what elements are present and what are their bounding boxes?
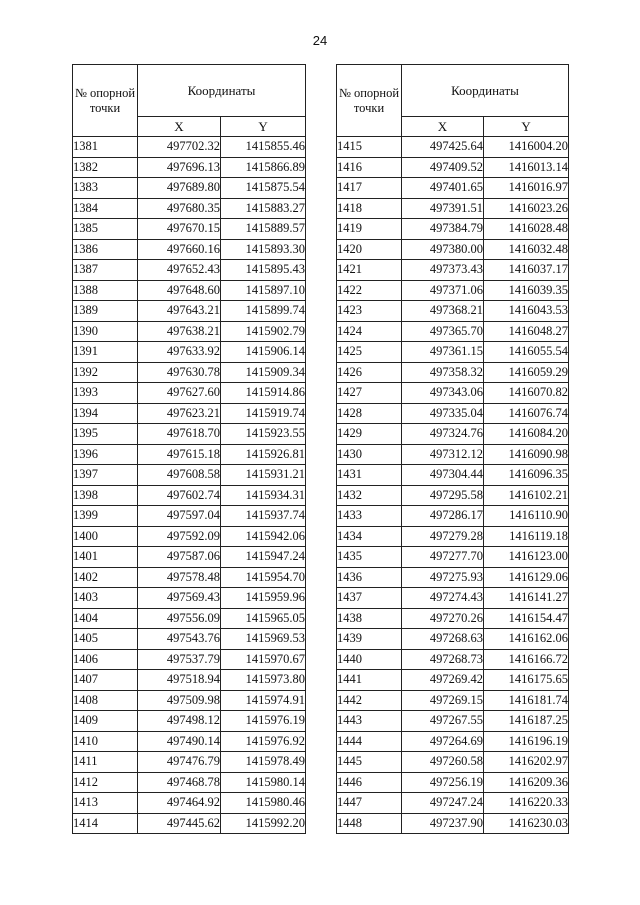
- point-number-cell: 1390: [73, 321, 138, 342]
- point-number-cell: 1436: [337, 567, 402, 588]
- x-coordinate-cell: 497537.79: [138, 649, 221, 670]
- table-row: [337, 424, 569, 445]
- y-coordinate-cell: 1415974.91: [221, 690, 306, 711]
- table-row: [73, 239, 306, 260]
- y-coordinate-cell: 1415899.74: [221, 301, 306, 322]
- coordinates-header: Координаты: [138, 65, 306, 117]
- x-coordinate-cell: 497648.60: [138, 280, 221, 301]
- x-coordinate-cell: 497652.43: [138, 260, 221, 281]
- x-coordinate-cell: 497286.17: [402, 506, 484, 527]
- point-number-cell: 1417: [337, 178, 402, 199]
- x-coordinate-cell: 497608.58: [138, 465, 221, 486]
- x-coordinate-cell: 497592.09: [138, 526, 221, 547]
- coordinates-table-right: [336, 64, 569, 834]
- table-row: [337, 383, 569, 404]
- y-coordinate-cell: 1415931.21: [221, 465, 306, 486]
- x-coordinate-cell: 497627.60: [138, 383, 221, 404]
- point-number-cell: 1412: [73, 772, 138, 793]
- x-coordinate-cell: 497267.55: [402, 711, 484, 732]
- point-number-cell: 1426: [337, 362, 402, 383]
- table-row: [73, 670, 306, 691]
- point-number-cell: 1446: [337, 772, 402, 793]
- table-row: [73, 321, 306, 342]
- y-coordinate-cell: 1416028.48: [484, 219, 569, 240]
- y-coordinate-cell: 1415923.55: [221, 424, 306, 445]
- x-coordinate-cell: 497615.18: [138, 444, 221, 465]
- y-coordinate-cell: 1415897.10: [221, 280, 306, 301]
- y-coordinate-cell: 1416166.72: [484, 649, 569, 670]
- point-number-cell: 1428: [337, 403, 402, 424]
- table-row: [73, 280, 306, 301]
- table-row: [73, 506, 306, 527]
- y-coordinate-cell: 1416162.06: [484, 629, 569, 650]
- y-header: Y: [221, 117, 306, 137]
- x-coordinate-cell: 497409.52: [402, 157, 484, 178]
- y-coordinate-cell: 1415893.30: [221, 239, 306, 260]
- table-row: [337, 690, 569, 711]
- x-coordinate-cell: 497518.94: [138, 670, 221, 691]
- point-number-cell: 1435: [337, 547, 402, 568]
- point-number-cell: 1400: [73, 526, 138, 547]
- table-row: [337, 219, 569, 240]
- table-row: [337, 670, 569, 691]
- table-row: [337, 362, 569, 383]
- table-row: [337, 526, 569, 547]
- table-row: [337, 239, 569, 260]
- x-coordinate-cell: 497702.32: [138, 137, 221, 158]
- y-coordinate-cell: 1416070.82: [484, 383, 569, 404]
- table-row: [337, 260, 569, 281]
- point-number-cell: 1448: [337, 813, 402, 834]
- x-coordinate-cell: 497295.58: [402, 485, 484, 506]
- table-row: [73, 260, 306, 281]
- point-number-cell: 1430: [337, 444, 402, 465]
- y-coordinate-cell: 1415978.49: [221, 752, 306, 773]
- point-number-cell: 1439: [337, 629, 402, 650]
- y-coordinate-cell: 1415902.79: [221, 321, 306, 342]
- y-coordinate-cell: 1416141.27: [484, 588, 569, 609]
- x-coordinate-cell: 497365.70: [402, 321, 484, 342]
- point-number-header-label: № опорной точки: [74, 85, 136, 115]
- point-number-cell: 1409: [73, 711, 138, 732]
- coordinates-table-left: [72, 64, 306, 834]
- y-coordinate-cell: 1416181.74: [484, 690, 569, 711]
- x-coordinate-cell: 497602.74: [138, 485, 221, 506]
- x-coordinate-cell: 497401.65: [402, 178, 484, 199]
- table-row: [73, 157, 306, 178]
- x-coordinate-cell: 497279.28: [402, 526, 484, 547]
- y-coordinate-cell: 1415954.70: [221, 567, 306, 588]
- y-coordinate-cell: 1416076.74: [484, 403, 569, 424]
- point-number-cell: 1401: [73, 547, 138, 568]
- point-number-cell: 1429: [337, 424, 402, 445]
- table-row: [73, 444, 306, 465]
- x-coordinate-cell: 497274.43: [402, 588, 484, 609]
- table-row: [73, 403, 306, 424]
- table-row: [73, 178, 306, 199]
- y-coordinate-cell: 1416220.33: [484, 793, 569, 814]
- y-coordinate-cell: 1415976.19: [221, 711, 306, 732]
- y-coordinate-cell: 1415875.54: [221, 178, 306, 199]
- table-row: [337, 280, 569, 301]
- y-coordinate-cell: 1415919.74: [221, 403, 306, 424]
- table-row: [337, 588, 569, 609]
- table-row: [73, 526, 306, 547]
- point-number-cell: 1416: [337, 157, 402, 178]
- x-coordinate-cell: 497270.26: [402, 608, 484, 629]
- y-coordinate-cell: 1415969.53: [221, 629, 306, 650]
- point-number-cell: 1404: [73, 608, 138, 629]
- point-number-cell: 1410: [73, 731, 138, 752]
- y-coordinate-cell: 1416048.27: [484, 321, 569, 342]
- y-coordinate-cell: 1416129.06: [484, 567, 569, 588]
- table-row: [73, 813, 306, 834]
- point-number-cell: 1431: [337, 465, 402, 486]
- table-row: [73, 485, 306, 506]
- point-number-cell: 1433: [337, 506, 402, 527]
- x-coordinate-cell: 497371.06: [402, 280, 484, 301]
- table-row: [337, 608, 569, 629]
- x-coordinate-cell: 497425.64: [402, 137, 484, 158]
- x-coordinate-cell: 497361.15: [402, 342, 484, 363]
- table-row: [73, 690, 306, 711]
- point-number-cell: 1387: [73, 260, 138, 281]
- x-coordinate-cell: 497380.00: [402, 239, 484, 260]
- x-coordinate-cell: 497597.04: [138, 506, 221, 527]
- x-coordinate-cell: 497660.16: [138, 239, 221, 260]
- point-number-cell: 1444: [337, 731, 402, 752]
- table-row: [337, 342, 569, 363]
- table-row: [73, 567, 306, 588]
- table-row: [337, 567, 569, 588]
- x-coordinate-cell: 497633.92: [138, 342, 221, 363]
- point-number-cell: 1405: [73, 629, 138, 650]
- x-coordinate-cell: 497368.21: [402, 301, 484, 322]
- x-coordinate-cell: 497445.62: [138, 813, 221, 834]
- table-row: [337, 485, 569, 506]
- table-row: [73, 465, 306, 486]
- point-number-cell: 1398: [73, 485, 138, 506]
- point-number-cell: 1432: [337, 485, 402, 506]
- table-row: [73, 362, 306, 383]
- table-row: [73, 547, 306, 568]
- table-row: [73, 711, 306, 732]
- y-coordinate-cell: 1415889.57: [221, 219, 306, 240]
- x-header: X: [138, 117, 221, 137]
- table-row: [337, 465, 569, 486]
- y-coordinate-cell: 1416119.18: [484, 526, 569, 547]
- point-number-cell: 1399: [73, 506, 138, 527]
- table-row: [73, 301, 306, 322]
- point-number-cell: 1392: [73, 362, 138, 383]
- y-coordinate-cell: 1416154.47: [484, 608, 569, 629]
- x-coordinate-cell: 497543.76: [138, 629, 221, 650]
- y-coordinate-cell: 1415937.74: [221, 506, 306, 527]
- x-coordinate-cell: 497587.06: [138, 547, 221, 568]
- table-row: [73, 649, 306, 670]
- x-coordinate-cell: 497556.09: [138, 608, 221, 629]
- table-row: [337, 137, 569, 158]
- x-coordinate-cell: 497630.78: [138, 362, 221, 383]
- y-coordinate-cell: 1416230.03: [484, 813, 569, 834]
- x-coordinate-cell: 497391.51: [402, 198, 484, 219]
- y-coordinate-cell: 1415970.67: [221, 649, 306, 670]
- x-coordinate-cell: 497343.06: [402, 383, 484, 404]
- y-coordinate-cell: 1415965.05: [221, 608, 306, 629]
- table-row: [337, 198, 569, 219]
- y-coordinate-cell: 1416123.00: [484, 547, 569, 568]
- y-coordinate-cell: 1416037.17: [484, 260, 569, 281]
- table-row: [73, 629, 306, 650]
- point-number-cell: 1442: [337, 690, 402, 711]
- point-number-cell: 1408: [73, 690, 138, 711]
- point-number-cell: 1382: [73, 157, 138, 178]
- y-coordinate-cell: 1415883.27: [221, 198, 306, 219]
- y-coordinate-cell: 1416102.21: [484, 485, 569, 506]
- x-coordinate-cell: 497373.43: [402, 260, 484, 281]
- point-number-cell: 1434: [337, 526, 402, 547]
- y-coordinate-cell: 1416004.20: [484, 137, 569, 158]
- point-number-cell: 1413: [73, 793, 138, 814]
- point-number-cell: 1386: [73, 239, 138, 260]
- table-row: [337, 772, 569, 793]
- y-coordinate-cell: 1416016.97: [484, 178, 569, 199]
- y-coordinate-cell: 1416110.90: [484, 506, 569, 527]
- table-row: [337, 301, 569, 322]
- x-coordinate-cell: 497476.79: [138, 752, 221, 773]
- table-row: [73, 383, 306, 404]
- point-number-cell: 1385: [73, 219, 138, 240]
- x-coordinate-cell: 497578.48: [138, 567, 221, 588]
- table-row: [337, 649, 569, 670]
- y-coordinate-cell: 1416039.35: [484, 280, 569, 301]
- table-row: [337, 547, 569, 568]
- table-body-right: [337, 137, 569, 834]
- y-coordinate-cell: 1416043.53: [484, 301, 569, 322]
- table-row: [337, 506, 569, 527]
- x-coordinate-cell: 497498.12: [138, 711, 221, 732]
- x-coordinate-cell: 497260.58: [402, 752, 484, 773]
- x-coordinate-cell: 497324.76: [402, 424, 484, 445]
- point-number-cell: 1425: [337, 342, 402, 363]
- x-coordinate-cell: 497490.14: [138, 731, 221, 752]
- point-number-header-label: № опорной точки: [338, 85, 400, 115]
- x-coordinate-cell: 497264.69: [402, 731, 484, 752]
- y-coordinate-cell: 1416084.20: [484, 424, 569, 445]
- point-number-cell: 1415: [337, 137, 402, 158]
- table-row: [73, 608, 306, 629]
- y-coordinate-cell: 1415980.46: [221, 793, 306, 814]
- coordinates-header: Координаты: [402, 65, 569, 117]
- x-coordinate-cell: 497643.21: [138, 301, 221, 322]
- y-coordinate-cell: 1416175.65: [484, 670, 569, 691]
- x-coordinate-cell: 497269.42: [402, 670, 484, 691]
- x-coordinate-cell: 497468.78: [138, 772, 221, 793]
- point-number-cell: 1445: [337, 752, 402, 773]
- point-number-cell: 1395: [73, 424, 138, 445]
- y-coordinate-cell: 1416187.25: [484, 711, 569, 732]
- x-coordinate-cell: 497335.04: [402, 403, 484, 424]
- point-number-cell: 1414: [73, 813, 138, 834]
- point-number-cell: 1438: [337, 608, 402, 629]
- y-coordinate-cell: 1415973.80: [221, 670, 306, 691]
- y-coordinate-cell: 1416096.35: [484, 465, 569, 486]
- table-row: [337, 752, 569, 773]
- point-number-cell: 1396: [73, 444, 138, 465]
- point-number-cell: 1381: [73, 137, 138, 158]
- y-coordinate-cell: 1415895.43: [221, 260, 306, 281]
- y-coordinate-cell: 1415992.20: [221, 813, 306, 834]
- table-row: [73, 424, 306, 445]
- x-coordinate-cell: 497680.35: [138, 198, 221, 219]
- table-row: [73, 588, 306, 609]
- page-number: 24: [312, 33, 328, 48]
- y-coordinate-cell: 1416090.98: [484, 444, 569, 465]
- x-coordinate-cell: 497384.79: [402, 219, 484, 240]
- point-number-cell: 1389: [73, 301, 138, 322]
- y-coordinate-cell: 1415906.14: [221, 342, 306, 363]
- x-coordinate-cell: 497618.70: [138, 424, 221, 445]
- x-coordinate-cell: 497269.15: [402, 690, 484, 711]
- x-coordinate-cell: 497670.15: [138, 219, 221, 240]
- y-coordinate-cell: 1416059.29: [484, 362, 569, 383]
- y-coordinate-cell: 1415855.46: [221, 137, 306, 158]
- point-number-cell: 1424: [337, 321, 402, 342]
- y-coordinate-cell: 1416023.26: [484, 198, 569, 219]
- x-coordinate-cell: 497237.90: [402, 813, 484, 834]
- point-number-cell: 1384: [73, 198, 138, 219]
- point-number-header: [337, 65, 402, 137]
- y-coordinate-cell: 1415934.31: [221, 485, 306, 506]
- y-coordinate-cell: 1416209.36: [484, 772, 569, 793]
- table-row: [337, 178, 569, 199]
- y-coordinate-cell: 1415926.81: [221, 444, 306, 465]
- table-row: [73, 219, 306, 240]
- point-number-cell: 1420: [337, 239, 402, 260]
- y-coordinate-cell: 1416196.19: [484, 731, 569, 752]
- x-coordinate-cell: 497275.93: [402, 567, 484, 588]
- point-number-cell: 1418: [337, 198, 402, 219]
- point-number-cell: 1383: [73, 178, 138, 199]
- x-coordinate-cell: 497638.21: [138, 321, 221, 342]
- table-row: [73, 772, 306, 793]
- y-coordinate-cell: 1416013.14: [484, 157, 569, 178]
- point-number-cell: 1422: [337, 280, 402, 301]
- table-row: [337, 403, 569, 424]
- table-row: [337, 629, 569, 650]
- table-row: [337, 711, 569, 732]
- table-row: [337, 157, 569, 178]
- y-coordinate-cell: 1415980.14: [221, 772, 306, 793]
- x-coordinate-cell: 497623.21: [138, 403, 221, 424]
- x-coordinate-cell: 497277.70: [402, 547, 484, 568]
- y-coordinate-cell: 1416055.54: [484, 342, 569, 363]
- y-coordinate-cell: 1415942.06: [221, 526, 306, 547]
- point-number-cell: 1402: [73, 567, 138, 588]
- table-row: [337, 444, 569, 465]
- table-row: [337, 793, 569, 814]
- y-coordinate-cell: 1415866.89: [221, 157, 306, 178]
- point-number-cell: 1423: [337, 301, 402, 322]
- x-header: X: [402, 117, 484, 137]
- point-number-cell: 1388: [73, 280, 138, 301]
- point-number-cell: 1419: [337, 219, 402, 240]
- x-coordinate-cell: 497696.13: [138, 157, 221, 178]
- point-number-header: [73, 65, 138, 137]
- x-coordinate-cell: 497464.92: [138, 793, 221, 814]
- x-coordinate-cell: 497358.32: [402, 362, 484, 383]
- x-coordinate-cell: 497304.44: [402, 465, 484, 486]
- point-number-cell: 1407: [73, 670, 138, 691]
- point-number-cell: 1441: [337, 670, 402, 691]
- point-number-cell: 1427: [337, 383, 402, 404]
- table-row: [73, 731, 306, 752]
- y-header: Y: [484, 117, 569, 137]
- x-coordinate-cell: 497569.43: [138, 588, 221, 609]
- y-coordinate-cell: 1415914.86: [221, 383, 306, 404]
- y-coordinate-cell: 1415959.96: [221, 588, 306, 609]
- point-number-cell: 1391: [73, 342, 138, 363]
- x-coordinate-cell: 497268.73: [402, 649, 484, 670]
- x-coordinate-cell: 497247.24: [402, 793, 484, 814]
- table-row: [73, 137, 306, 158]
- table-row: [337, 813, 569, 834]
- table-body-left: [73, 137, 306, 834]
- point-number-cell: 1411: [73, 752, 138, 773]
- x-coordinate-cell: 497689.80: [138, 178, 221, 199]
- table-row: [73, 198, 306, 219]
- x-coordinate-cell: 497312.12: [402, 444, 484, 465]
- point-number-cell: 1397: [73, 465, 138, 486]
- x-coordinate-cell: 497509.98: [138, 690, 221, 711]
- table-row: [337, 731, 569, 752]
- table-row: [73, 793, 306, 814]
- point-number-cell: 1440: [337, 649, 402, 670]
- y-coordinate-cell: 1416202.97: [484, 752, 569, 773]
- point-number-cell: 1443: [337, 711, 402, 732]
- x-coordinate-cell: 497268.63: [402, 629, 484, 650]
- y-coordinate-cell: 1415976.92: [221, 731, 306, 752]
- table-row: [73, 342, 306, 363]
- table-row: [337, 321, 569, 342]
- y-coordinate-cell: 1415909.34: [221, 362, 306, 383]
- point-number-cell: 1437: [337, 588, 402, 609]
- x-coordinate-cell: 497256.19: [402, 772, 484, 793]
- point-number-cell: 1406: [73, 649, 138, 670]
- y-coordinate-cell: 1415947.24: [221, 547, 306, 568]
- point-number-cell: 1447: [337, 793, 402, 814]
- point-number-cell: 1421: [337, 260, 402, 281]
- y-coordinate-cell: 1416032.48: [484, 239, 569, 260]
- point-number-cell: 1394: [73, 403, 138, 424]
- point-number-cell: 1393: [73, 383, 138, 404]
- point-number-cell: 1403: [73, 588, 138, 609]
- table-row: [73, 752, 306, 773]
